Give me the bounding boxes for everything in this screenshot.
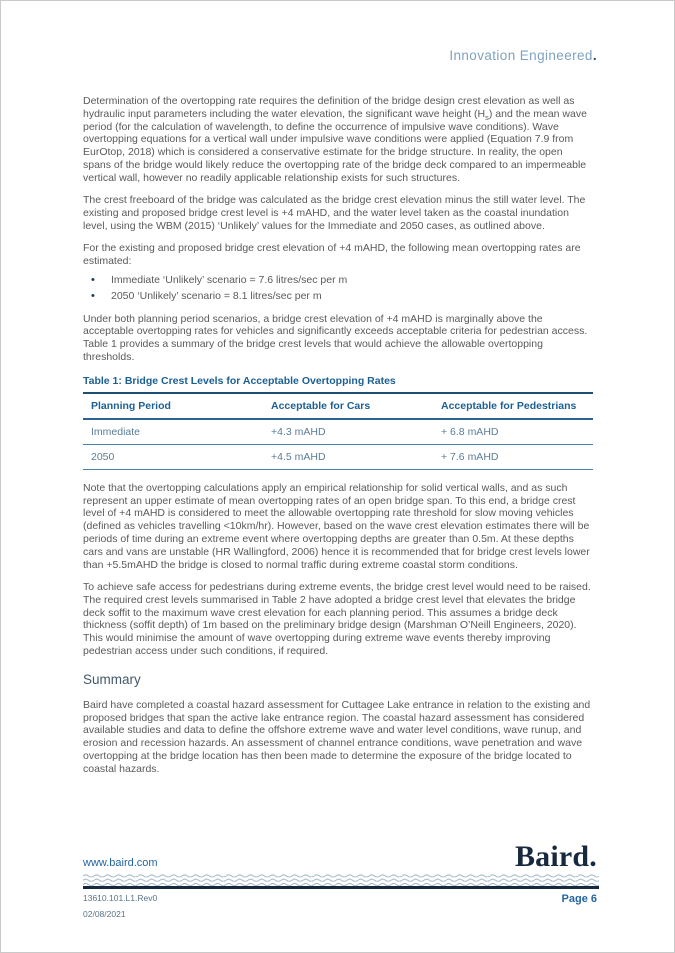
table-cell: Immediate [91, 425, 141, 438]
paragraph-summary: Baird have completed a coastal hazard assessment for Cuttagee Lake entrance in relation to the existing and proposed bridges that span the active lake entrance region. The coastal hazard assessment has considered available studies and data to define the offshore extreme wave and water level conditions, wave runup, and erosion and recession hazards. An assessment of channel entrance conditions, wave penetration and wave overtopping at the bridge location has then been made to determine the exposure of the bridge located to coastal hazards. [83, 698, 591, 775]
overtopping-table [83, 375, 593, 470]
bullet-list [83, 274, 593, 303]
bullet-item-immediate: • Immediate ‘Unlikely’ scenario = 7.6 litres/sec per m [83, 274, 593, 287]
table-header-row [83, 394, 593, 420]
summary-heading: Summary [83, 671, 141, 687]
paragraph-pedestrian-access: To achieve safe access for pedestrians during extreme events, the bridge crest level would need to be raised. The required crest levels summarised in Table 2 have adopted a bridge crest level that elevates the bridge deck soffit to the maximum wave crest elevation for each planning period. This assumes a bridge deck thickness (soffit depth) of 1m based on the preliminary bridge design (Marshman O’Neill Engineers, 2020). This would minimise the amount of wave overtopping during extreme wave events thereby improving pedestrian access under such conditions, if required. [83, 580, 591, 657]
table-cell: 2050 [91, 450, 115, 463]
footer-top-row [83, 842, 597, 872]
paragraph-overtopping-rates-intro: For the existing and proposed bridge crest elevation of +4 mAHD, the following mean overtopping rates are estimated: [83, 241, 581, 267]
website-link[interactable]: www.baird.com [83, 857, 158, 869]
paragraph-text: Determination of the overtopping rate requires the definition of the bridge design crest elevation as well as hydraulic input parameters including the water elevation, the significant wave height (H [83, 95, 575, 120]
baird-logo: Baird. [514, 840, 597, 873]
table-cell: +4.5 mAHD [271, 450, 326, 463]
document-reference: 13610.101.L1.Rev0 [83, 893, 158, 903]
paragraph-overtopping-rate [83, 95, 593, 185]
table-row [83, 420, 593, 445]
table-caption: Table 1: Bridge Crest Levels for Acceptable Overtopping Rates [83, 375, 593, 394]
table-cell: + 7.6 mAHD [441, 450, 499, 463]
table-header-acceptable-pedestrians: Acceptable for Pedestrians [441, 399, 577, 412]
footer-mid-row [83, 893, 597, 905]
page-header [1, 47, 597, 65]
paragraph-note-calculations: Note that the overtopping calculations apply an empirical relationship for solid vertical walls, and as such represent an upper estimate of mean overtopping rates of an open bridge span. To this end, a bridge crest level of +4 mAHD is considered to meet the allowable overtopping rate threshold for slow moving vehicles (defined as vehicles travelling <10km/hr). However, based on the wave crest elevation estimates there will be periods of time during an extreme event where overtopping depths are greater than 0.5m. At these depths cars and vans are unstable (HR Wallingford, 2006) hence it is recommended that for bridge crest levels lower than +5.5mAHD the bridge is closed to normal traffic during extreme coastal storm conditions. [83, 481, 590, 571]
tagline-text: Innovation Engineered [449, 48, 593, 63]
paragraph-text: ) and the mean wave period (for the calculation of wavelength, to define the occurrence of impulsive wave conditions). Wave overtopping equations for a vertical wall under impulsive wave conditions were applied (Equation 7.9 from EurOtop, 2018) which is considered a conservative estimate for the bridge structure. In reality, the open spans of the bridge would likely reduce the overtopping rate of the bridge deck compared to an impermeable vertical wall, however no readily applicable relationship exists for such structures. [83, 107, 587, 184]
document-date: 02/08/2021 [83, 909, 126, 919]
tagline-period: . [592, 48, 597, 63]
wave-pattern-fill [83, 873, 599, 886]
table-cell: +4.3 mAHD [271, 425, 326, 438]
tagline [449, 48, 597, 63]
divider-bar [83, 886, 599, 889]
subscript-s: s [485, 112, 489, 122]
document-body [83, 95, 593, 775]
page-footer [83, 842, 597, 919]
page-number: Page 6 [561, 893, 597, 905]
table-header-acceptable-cars: Acceptable for Cars [271, 399, 371, 412]
paragraph-crest-freeboard: The crest freeboard of the bridge was calculated as the bridge crest elevation minus the still water level. The existing and proposed bridge crest level is +4 mAHD, and the water level taken as the coastal inundation level, using the WBM (2015) ‘Unlikely’ values for the Immediate and 2050 cases, as outlined above. [83, 194, 586, 232]
paragraph-planning-scenarios: Under both planning period scenarios, a bridge crest elevation of +4 mAHD is marginally above the acceptable overtopping rates for vehicles and significantly exceeds acceptable criteria for pedestrian access. Table 1 provides a summary of the bridge crest levels that would achieve the allowable overtopping thresholds. [83, 312, 588, 364]
bullet-item-2050: • 2050 ‘Unlikely’ scenario = 8.1 litres/sec per m [83, 290, 593, 303]
table-cell: + 6.8 mAHD [441, 425, 499, 438]
wave-divider [83, 873, 599, 889]
table-header-planning-period: Planning Period [91, 399, 171, 412]
table-row [83, 445, 593, 470]
